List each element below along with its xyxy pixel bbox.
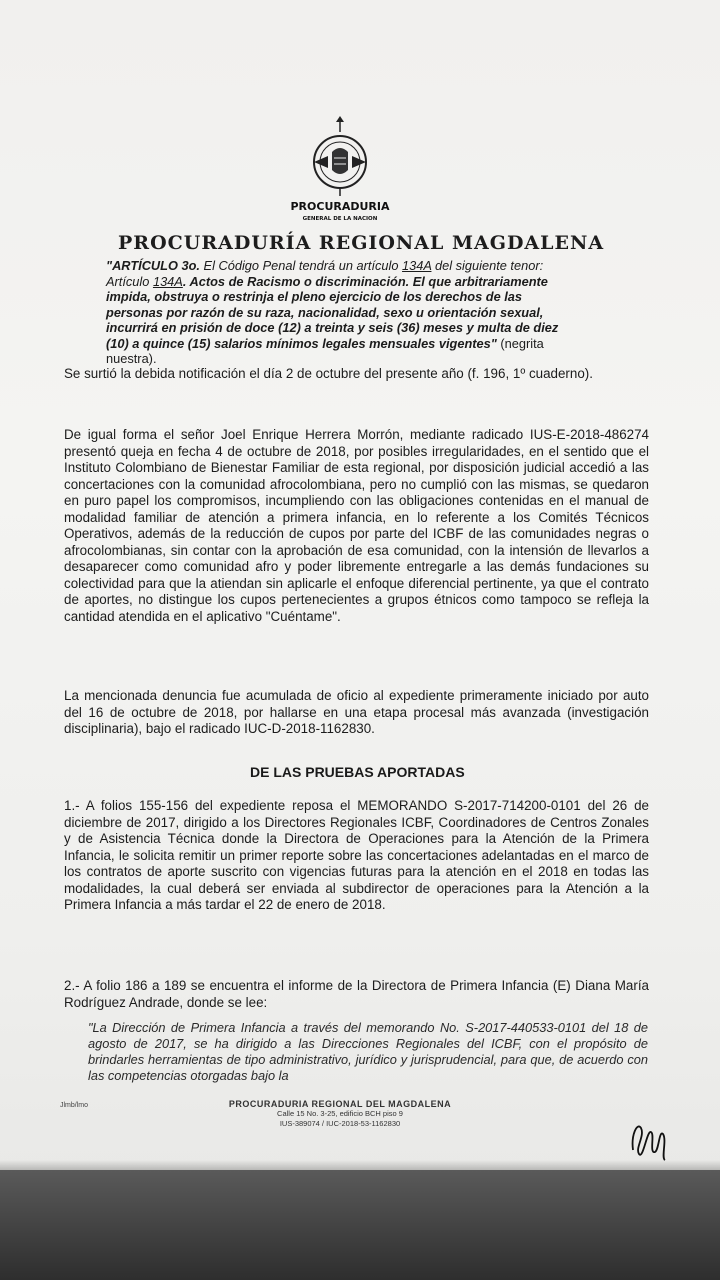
- footer-case-number: IUS-389074 / IUC-2018-53-1162830: [279, 1119, 401, 1128]
- quote-note: (negrita nuestra).: [106, 335, 544, 366]
- report-quote: "La Dirección de Primera Infancia a través del memorando No. S-2017-440533-0101 del 18 de agosto de 2017, se ha dirigido a las Direcciones Regionales del ICBF, con el propósito de brindarles herramientas de tipo administrativo, jurídico y jurisprudencial, para que, de acuerdo con las competencias otorgadas bajo la: [88, 1020, 648, 1083]
- emblem-text-main: PROCURADURIA: [290, 200, 390, 213]
- quote-article-ref-1: 134A: [402, 258, 432, 273]
- paragraph-evidence-1: 1.- A folios 155-156 del expediente reposa el MEMORANDO S-2017-714200-0101 del 26 de diciembre de 2017, dirigido a los Directores Regionales ICBF, Coordinadores de Centros Zonales y de Asistencia Técnica donde la Directora de Operaciones para la Atención de la Primera Infancia, le solicita remitir un primer reporte sobre las concertaciones adelantadas en el marco de los contratos de aporte suscrito con vigencias futuras para la atención en el 2018 en todas las modalidades, la cual deberá ser enviada al subdirector de operaciones para la Atención a la Primera Infancia a más tardar el 22 de enero de 2018.: [64, 798, 649, 912]
- paragraph-complaint: De igual forma el señor Joel Enrique Herrera Morrón, mediante radicado IUS-E-2018-486274 presentó queja en fecha 4 de octubre de 2018, por posibles irregularidades, en el sentido que el Instituto Colombiano de Bienestar Familiar de esta regional, por disposición judicial accedió a las concertaciones con la comunidad afrocolombiana, pero no cumplió con las mismas, se quedaron en puro papel los compromisos, incumpliendo con las obligaciones contenidas en el manual de modalidad familiar de atención a primera infancia, en lo referente a los Comités Técnicos Operativos, además de la reducción de cupos por parte del ICBF de las comunidades negras o afrocolombianas, sin contar con la aprobación de esa comunidad, con la intensión de llevarlos a desaparecer como comunidad afro y poder libremente entregarle a las demás fundaciones su colectividad para que la atiendan sin aplicarle el enfoque diferencial pertinente, ya que el contrato de aportes, no distingue los cupos pertenecientes a grupos étnicos como tampoco se refleja la cantidad atendida en el aplicativo "Cuéntame".: [64, 427, 649, 624]
- paragraph-accumulation: La mencionada denuncia fue acumulada de oficio al expediente primeramente iniciado por auto del 16 de octubre de 2018, por hallarse en una etapa procesal más avanzada (investigación disciplinaria), bajo el radicado IUC-D-2018-1162830.: [64, 688, 649, 736]
- paragraph-notification: Se surtió la debida notificación el día 2 de octubre del presente año (f. 196, 1º cuaderno).: [64, 366, 593, 381]
- quote-text-bold: . Actos de Racismo o discriminación. El que arbitrariamente impida, obstruya o restrinja el pleno ejercicio de los derechos de las personas por razón de su raza, nacionalidad, sexo u orientación sexual, incurrirá en prisión de doce (12) a treinta y seis (36) meses y multa de diez (10) a quince (15) salarios mínimos legales mensuales vigentes": [106, 273, 559, 351]
- footer-initials: Jlmb/lmo: [60, 1102, 89, 1109]
- footer-address: Calle 15 No. 3-25, edificio BCH piso 9: [277, 1109, 403, 1118]
- legal-quote: [106, 258, 576, 367]
- footer: [160, 1099, 520, 1129]
- footer-institution: PROCURADURIA REGIONAL DEL MAGDALENA: [228, 1099, 452, 1109]
- quote-article-label: "ARTÍCULO 3o.: [106, 258, 200, 273]
- institution-title: PROCURADURÍA REGIONAL MAGDALENA: [118, 232, 605, 254]
- quote-text-a: El Código Penal tendrá un artículo: [200, 258, 403, 273]
- section-title-evidence: DE LAS PRUEBAS APORTADAS: [250, 764, 465, 780]
- procuraduria-emblem-icon: [290, 110, 390, 230]
- quote-text-b: del siguiente tenor: Artículo: [106, 258, 544, 289]
- emblem-text-sub: GENERAL DE LA NACION: [302, 216, 378, 222]
- background-surface: [0, 1170, 720, 1280]
- handwritten-signature-icon: [625, 1110, 675, 1165]
- paragraph-evidence-2: 2.- A folio 186 a 189 se encuentra el informe de la Directora de Primera Infancia (E) Diana María Rodríguez Andrade, donde se lee:: [64, 978, 649, 1010]
- quote-article-ref-2: 134A: [152, 273, 183, 289]
